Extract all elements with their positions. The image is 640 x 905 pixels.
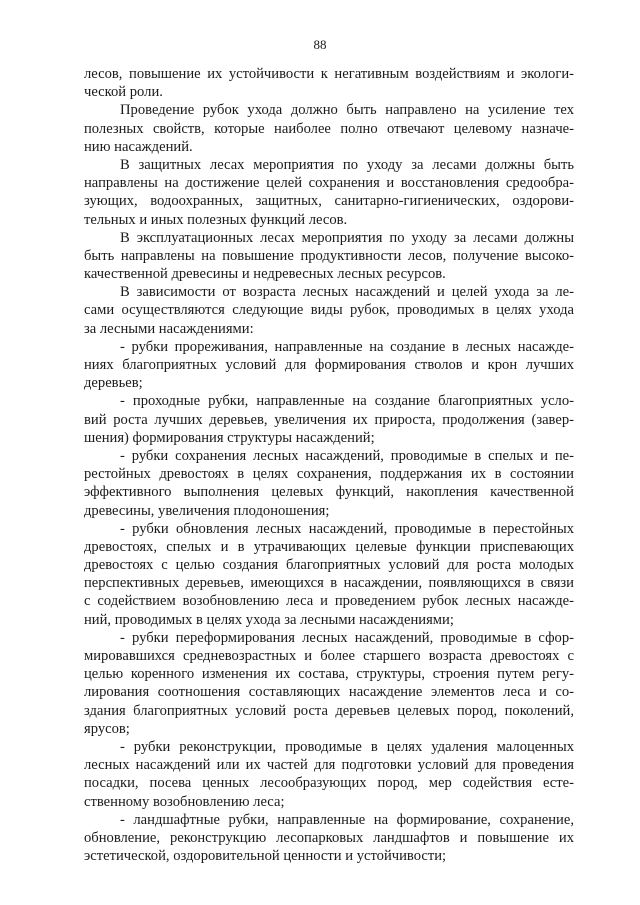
text-line: рестойных древостоях в целях сохранения, поддержания их в состоянии xyxy=(84,466,574,483)
text-line: лесов, повышение их устойчивости к негативным воздействиям и экологи- xyxy=(84,66,574,82)
text-line: эффективного выполнения целевых функций, накопления качественной xyxy=(84,484,574,501)
text-line: ний, проводимых в целях ухода за лесными насаждениями; xyxy=(84,611,454,628)
text-line: обновление, реконструкцию лесопарковых ландшафтов и повышение их xyxy=(84,829,574,846)
text-line: - рубки сохранения лесных насаждений, проводимые в спелых и пе- xyxy=(120,447,574,464)
text-line: - рубки переформирования лесных насаждений, проводимые в сфор- xyxy=(120,629,574,646)
text-line: В зависимости от возраста лесных насаждений и целей ухода за ле- xyxy=(120,284,574,301)
text-line: деревьев; xyxy=(84,375,143,392)
text-line: качественной древесины и недревесных лесных ресурсов. xyxy=(84,266,446,283)
text-line: мировавшихся средневозрастных и более старшего возраста древостоях с xyxy=(84,648,574,664)
text-line: целью коренного изменения их состава, структуры, строения путем регу- xyxy=(84,666,574,683)
text-line: полезных свойств, которые наиболее полно отвечают целевому назначе- xyxy=(84,120,574,137)
text-line: В эксплуатационных лесах мероприятия по уходу за лесами должны xyxy=(120,229,574,246)
text-line: посадки, посева ценных лесообразующих пород, мер содействия есте- xyxy=(84,775,574,792)
text-line: ственному возобновлению леса; xyxy=(84,793,285,810)
text-line: древостоях с целью создания благоприятных условий для роста молодых xyxy=(84,557,574,574)
text-line: за лесными насаждениями: xyxy=(84,320,254,337)
text-line: сами осуществляются следующие виды рубок, проводимых в целях ухода xyxy=(84,302,574,319)
text-line: шения) формирования структуры насаждений; xyxy=(84,429,375,446)
text-line: направлены на достижение целей сохранения и восстановления средообра- xyxy=(84,175,574,192)
text-line: - рубки реконструкции, проводимые в целях удаления малоценных xyxy=(120,738,574,755)
text-line: - рубки прореживания, направленные на создание в лесных насажде- xyxy=(120,338,574,355)
page-number: 88 xyxy=(313,37,327,52)
text-line: эстетической, оздоровительной ценности и устойчивости; xyxy=(84,848,447,865)
text-line: древостоях, спелых и в утрачивающих целевые функции приспевающих xyxy=(84,538,574,555)
text-line: - рубки обновления лесных насаждений, проводимые в перестойных xyxy=(120,520,574,537)
text-line: древесины, увеличения плодоношения; xyxy=(84,502,330,519)
text-line: ниях благоприятных условий для формирования стволов и крон лучших xyxy=(84,357,574,373)
text-line: быть направлены на повышение продуктивности лесов, получение высоко- xyxy=(84,247,574,264)
text-line: лирования соотношения составляющих насаждение элементов леса и со- xyxy=(84,684,574,701)
text-line: вий роста лучших деревьев, увеличения их прироста, продолжения (завер- xyxy=(84,411,574,428)
text-line: ческой роли. xyxy=(84,84,163,101)
text-line: перспективных деревьев, имеющихся в насаждении, появляющихся в связи xyxy=(84,575,574,592)
text-line: ярусов; xyxy=(84,720,130,737)
text-line: с содействием возобновлению леса и проведением рубок лесных насажде- xyxy=(84,593,574,610)
text-line: зующих, водоохранных, защитных, санитарно-гигиенических, оздорови- xyxy=(84,193,574,210)
text-line: - проходные рубки, направленные на создание благоприятных усло- xyxy=(120,393,574,410)
text-line: тельных и иных полезных функций лесов. xyxy=(84,211,348,228)
text-line: нию насаждений. xyxy=(84,138,193,155)
body-text xyxy=(84,65,574,865)
text-line: лесных насаждений или их частей для подготовки условий для проведения xyxy=(84,757,574,774)
text-line: - ландшафтные рубки, направленные на формирование, сохранение, xyxy=(120,811,574,828)
text-line: В защитных лесах мероприятия по уходу за лесами должны быть xyxy=(120,156,574,173)
text-line: Проведение рубок ухода должно быть направлено на усиление тех xyxy=(120,102,574,119)
text-line: здания благоприятных условий роста деревьев целевых пород, поколений, xyxy=(84,702,574,719)
